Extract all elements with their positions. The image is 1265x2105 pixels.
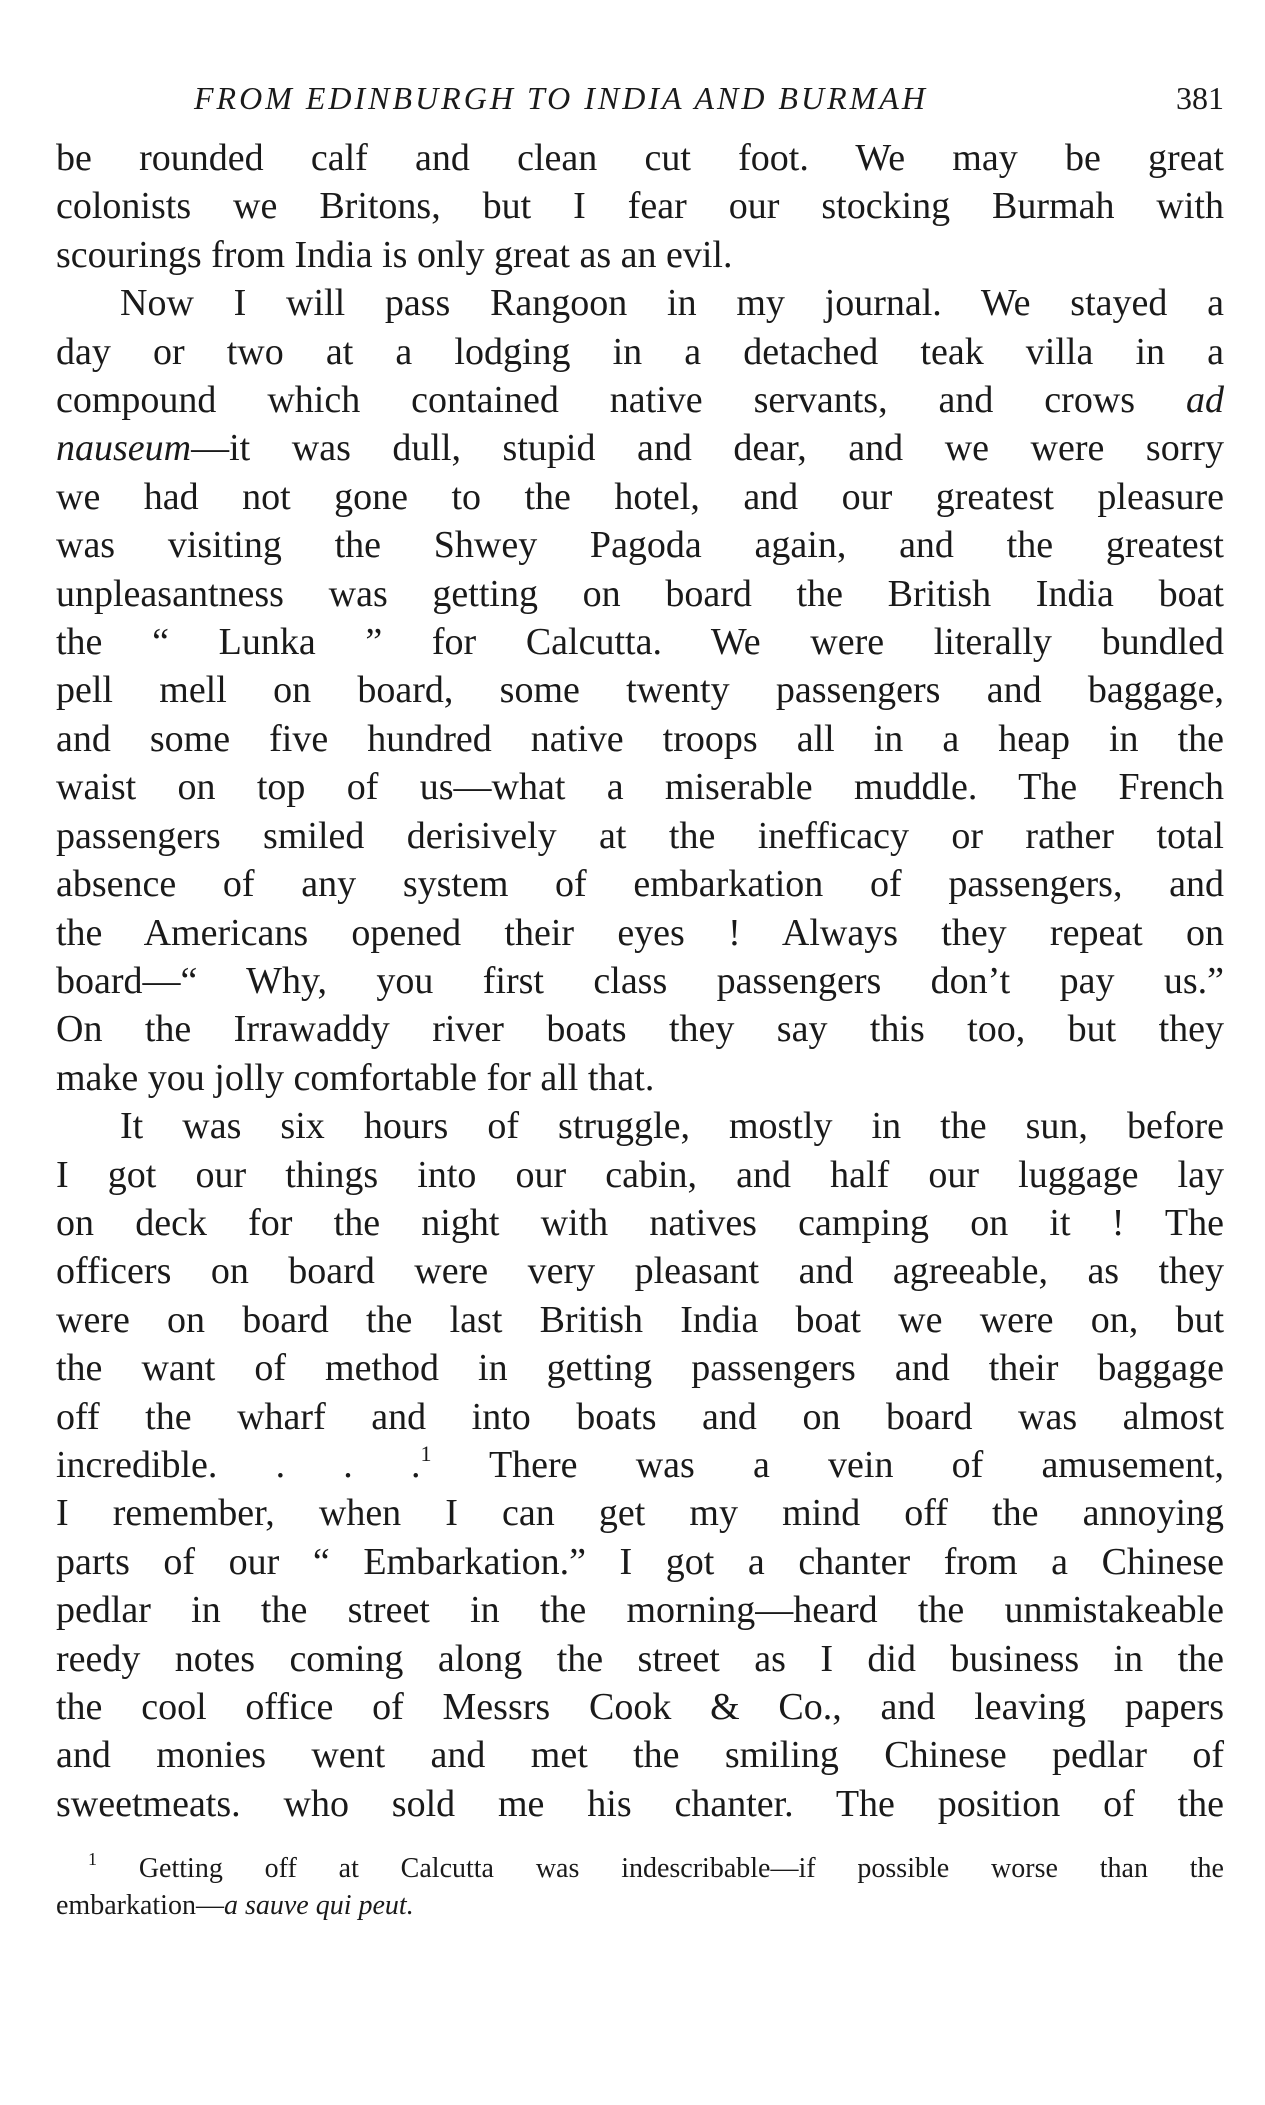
text-line: the want of method in getting passengers and their baggage <box>56 1347 1224 1390</box>
text-line: and monies went and met the smiling Chinese pedlar of <box>56 1734 1224 1777</box>
text-line: board—“ Why, you first class passengers don’t pay us.” <box>56 959 1224 1002</box>
footnote-line <box>56 1887 1224 1924</box>
text-line: Now I will pass Rangoon in my journal. We stayed a <box>120 282 1224 325</box>
text-line: officers on board were very pleasant and agreeable, as they <box>56 1250 1224 1293</box>
text-line: the Americans opened their eyes ! Always they repeat on <box>56 911 1224 954</box>
italic-phrase: a sauve qui peut. <box>223 1890 414 1922</box>
text-line: we had not gone to the hotel, and our greatest pleasure <box>56 475 1224 518</box>
running-title: FROM EDINBURGH TO INDIA AND BURMAH <box>194 80 928 116</box>
text-line: I remember, when I can get my mind off the annoying <box>56 1492 1224 1535</box>
text-run: compound which contained native servants, and crows <box>56 379 1186 422</box>
footnote-line <box>56 1850 1224 1887</box>
text-line: On the Irrawaddy river boats they say this too, but they <box>56 1008 1224 1051</box>
footnote-marker: 1 <box>88 1849 97 1870</box>
paragraph-3 <box>56 1102 1224 1828</box>
text-line: reedy notes coming along the street as I did business in the <box>56 1637 1224 1680</box>
text-line <box>56 424 1224 472</box>
text-run: embarkation— <box>56 1890 224 1922</box>
text-line: and some five hundred native troops all in a heap in the <box>56 717 1224 760</box>
text-line: pedlar in the street in the morning—heard the unmistakeable <box>56 1589 1224 1632</box>
text-line: scourings from India is only great as an evil. <box>56 233 733 276</box>
text-line: parts of our “ Embarkation.” I got a chanter from a Chinese <box>56 1540 1224 1583</box>
text-line: sweetmeats. who sold me his chanter. The position of the <box>56 1782 1224 1825</box>
text-line: day or two at a lodging in a detached teak villa in a <box>56 330 1224 373</box>
text-line: the “ Lunka ” for Calcutta. We were literally bundled <box>56 621 1224 664</box>
text-line: on deck for the night with natives camping on it ! The <box>56 1201 1224 1244</box>
text-line: was visiting the Shwey Pagoda again, and the greatest <box>56 524 1224 567</box>
text-line: unpleasantness was getting on board the British India boat <box>56 572 1224 615</box>
text-line: colonists we Britons, but I fear our stocking Burmah with <box>56 185 1224 228</box>
paragraph-2 <box>56 279 1224 1102</box>
text-line: waist on top of us—what a miserable muddle. The French <box>56 766 1224 809</box>
text-run: There was a vein of amusement, <box>431 1443 1224 1486</box>
text-run: Getting off at Calcutta was indescribable—if possible worse than the <box>97 1853 1224 1885</box>
italic-term: ad <box>1186 379 1224 422</box>
text-line: passengers smiled derisively at the inefficacy or rather total <box>56 814 1224 857</box>
text-line: It was six hours of struggle, mostly in the sun, before <box>120 1105 1224 1148</box>
running-head <box>56 78 1224 124</box>
footnote <box>56 1850 1224 1924</box>
text-line: absence of any system of embarkation of passengers, and <box>56 863 1224 906</box>
text-line: were on board the last British India boat we were on, but <box>56 1298 1224 1341</box>
text-line: make you jolly comfortable for all that. <box>56 1056 655 1099</box>
page-number: 381 <box>1176 80 1224 116</box>
italic-term: nauseum <box>56 427 192 470</box>
text-line: be rounded calf and clean cut foot. We may be great <box>56 137 1224 179</box>
text-line <box>56 1441 1224 1489</box>
text-line <box>56 376 1224 424</box>
paragraph-1 <box>56 134 1224 279</box>
book-page <box>56 78 1224 1924</box>
text-line: the cool office of Messrs Cook & Co., and leaving papers <box>56 1686 1224 1728</box>
text-run: incredible. . . . <box>56 1443 421 1486</box>
text-run: —it was dull, stupid and dear, and we were sorry <box>191 427 1224 470</box>
footnote-reference: 1 <box>420 1440 432 1466</box>
text-line: off the wharf and into boats and on board was almost <box>56 1395 1224 1438</box>
text-line: I got our things into our cabin, and half our luggage lay <box>56 1153 1224 1196</box>
text-line: pell mell on board, some twenty passengers and baggage, <box>56 669 1224 712</box>
